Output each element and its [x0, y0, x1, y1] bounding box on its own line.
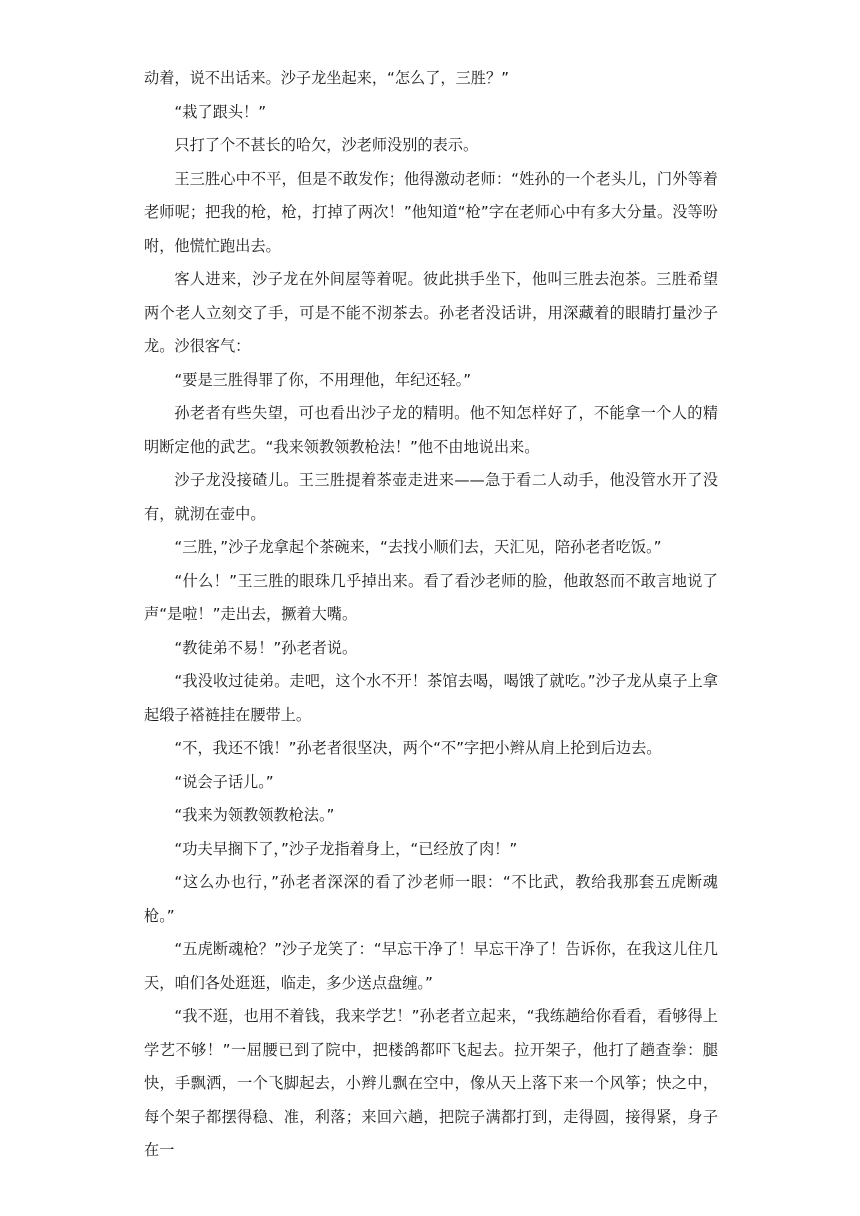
- paragraph: “说会子话儿。”: [174, 772, 274, 791]
- paragraph: “功夫早搁下了，”沙子龙指着身上，“已经放了肉！”: [174, 839, 518, 858]
- paragraph: “我没收过徒弟。走吧，这个水不开！茶馆去喝，喝饿了就吃。”沙子龙从桌子上拿起缎子褡裢挂在腰带上。: [144, 672, 718, 724]
- paragraph: “不，我还不饿！”孙老者很坚决，两个“不”字把小辫从肩上抡到后边去。: [174, 739, 662, 757]
- paragraph: 沙子龙没接碴儿。王三胜提着茶壶走进来——急于看二人动手，他没管水开了没有，就沏在壶中。: [144, 471, 718, 523]
- paragraph: “要是三胜得罪了你，不用理他，年纪还轻。”: [174, 370, 472, 389]
- paragraph: 客人进来，沙子龙在外间屋等着呢。彼此拱手坐下，他叫三胜去泡茶。三胜希望两个老人立刻交了手，可是不能不沏茶去。孙老者没话讲，用深藏着的眼睛打量沙子龙。沙很客气：: [144, 270, 718, 355]
- paragraph: “栽了跟头！”: [174, 102, 267, 121]
- paragraph: “三胜，”沙子龙拿起个茶碗来，“去找小顺们去，天汇见，陪孙老者吃饭。”: [174, 538, 662, 556]
- paragraph: 动着，说不出话来。沙子龙坐起来，“怎么了，三胜？”: [144, 69, 510, 87]
- paragraph: “什么！”王三胜的眼珠几乎掉出来。看了看沙老师的脸，他敢怒而不敢言地说了声“是啦！”走出去，撅着大嘴。: [144, 571, 718, 623]
- paragraph: “教徒弟不易！”孙老者说。: [174, 638, 358, 657]
- paragraph: “这么办也行，”孙老者深深的看了沙老师一眼：“不比武，教给我那套五虎断魂枪。”: [144, 873, 718, 925]
- document-body: [144, 0, 718, 1168]
- paragraph: 王三胜心中不平，但是不敢发作；他得激动老师：“姓孙的一个老头儿，门外等着老师呢；把我的枪，枪，打掉了两次！”他知道“枪”字在老师心中有多大分量。没等吩咐，他慌忙跑出去。: [144, 169, 718, 255]
- paragraph: “我来为领教领教枪法。”: [174, 806, 335, 824]
- paragraph: “五虎断魂枪？”沙子龙笑了：“早忘干净了！早忘干净了！告诉你，在我这儿住几天，咱们各处逛逛，临走，多少送点盘缠。”: [144, 940, 718, 992]
- paragraph: 孙老者有些失望，可也看出沙子龙的精明。他不知怎样好了，不能拿一个人的精明断定他的武艺。“我来领教领教枪法！”他不由地说出来。: [144, 404, 718, 456]
- paragraph: 只打了个不甚长的哈欠，沙老师没别的表示。: [174, 136, 479, 154]
- paragraph: “我不逛，也用不着钱，我来学艺！”孙老者立起来，“我练趟给你看看，看够得上学艺不够！”一屈腰已到了院中，把楼鸽都吓飞起去。拉开架子，他打了趟查拳：腿快，手飘洒，一个飞脚起去，小辫儿飘在空中，像从天上落下来一个风筝；快之中，每个架子都摆得稳、准，利落；来回六趟，把院子满都打到，走得圆，接得紧，身子在一: [144, 1007, 718, 1159]
